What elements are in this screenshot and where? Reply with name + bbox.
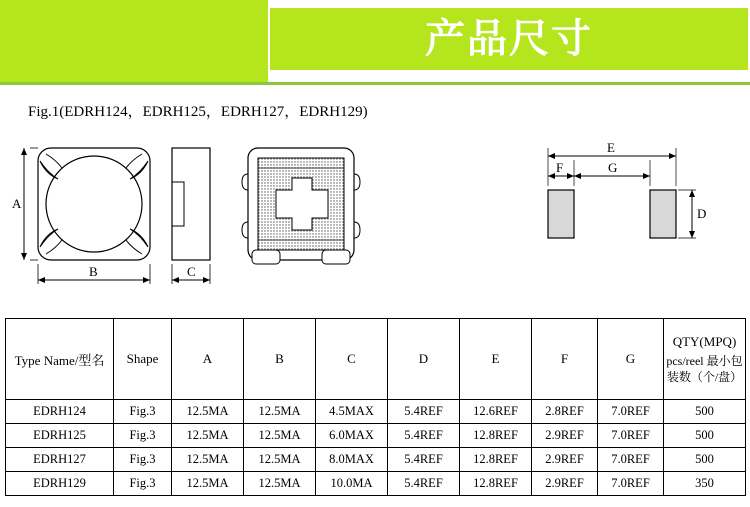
cell-a: 12.5MA <box>172 448 244 472</box>
col-header-qty <box>664 319 746 400</box>
cell-g: 7.0REF <box>598 472 664 496</box>
dimension-label-f: F <box>556 160 564 175</box>
cell-shape: Fig.3 <box>114 424 172 448</box>
cell-b: 12.5MA <box>244 424 316 448</box>
cell-e: 12.8REF <box>460 472 532 496</box>
col-header-d: D <box>388 319 460 400</box>
view-footprint <box>548 140 706 238</box>
cell-type-name: EDRH125 <box>6 424 114 448</box>
view-side <box>172 148 210 284</box>
cell-b: 12.5MA <box>244 400 316 424</box>
col-header-shape: Shape <box>114 319 172 400</box>
col-header-g: G <box>598 319 664 400</box>
cell-c: 10.0MA <box>316 472 388 496</box>
col-header-type-name: Type Name/型名 <box>6 319 114 400</box>
dimension-label-b: B <box>89 264 98 279</box>
col-header-f: F <box>532 319 598 400</box>
dimension-label-g: G <box>608 160 618 175</box>
cell-a: 12.5MA <box>172 424 244 448</box>
cell-f: 2.9REF <box>532 472 598 496</box>
cell-a: 12.5MA <box>172 400 244 424</box>
dimension-label-a: A <box>12 196 22 211</box>
cell-qty: 500 <box>664 424 746 448</box>
cell-c: 4.5MAX <box>316 400 388 424</box>
cell-d: 5.4REF <box>388 472 460 496</box>
cell-d: 5.4REF <box>388 448 460 472</box>
dimension-drawing <box>0 128 750 310</box>
spec-table-wrapper <box>5 318 745 496</box>
table-row <box>6 472 746 496</box>
table-row <box>6 424 746 448</box>
col-header-a: A <box>172 319 244 400</box>
dimension-label-c: C <box>187 264 196 279</box>
cell-c: 8.0MAX <box>316 448 388 472</box>
qty-header-line3: 装数（个/盘） <box>666 369 743 384</box>
cell-shape: Fig.3 <box>114 448 172 472</box>
cell-e: 12.6REF <box>460 400 532 424</box>
qty-header-line2: pcs/reel 最小包 <box>666 353 743 368</box>
qty-header-line1: QTY(MPQ) <box>672 334 737 350</box>
table-row <box>6 400 746 424</box>
cell-b: 12.5MA <box>244 472 316 496</box>
cell-type-name: EDRH124 <box>6 400 114 424</box>
cell-f: 2.9REF <box>532 424 598 448</box>
view-section <box>242 148 360 264</box>
cell-g: 7.0REF <box>598 424 664 448</box>
col-header-b: B <box>244 319 316 400</box>
page-banner <box>0 0 750 82</box>
cell-e: 12.8REF <box>460 424 532 448</box>
banner-divider <box>0 82 750 85</box>
cell-b: 12.5MA <box>244 448 316 472</box>
cell-qty: 500 <box>664 400 746 424</box>
cell-qty: 350 <box>664 472 746 496</box>
cell-shape: Fig.3 <box>114 400 172 424</box>
cell-shape: Fig.3 <box>114 472 172 496</box>
cell-qty: 500 <box>664 448 746 472</box>
pad-left <box>548 190 574 238</box>
cell-d: 5.4REF <box>388 400 460 424</box>
cell-a: 12.5MA <box>172 472 244 496</box>
dimension-label-e: E <box>607 140 615 155</box>
view-top <box>12 148 150 284</box>
cell-f: 2.8REF <box>532 400 598 424</box>
cell-e: 12.8REF <box>460 448 532 472</box>
cell-c: 6.0MAX <box>316 424 388 448</box>
drawing-svg <box>0 128 750 310</box>
cell-d: 5.4REF <box>388 424 460 448</box>
table-row <box>6 448 746 472</box>
col-header-c: C <box>316 319 388 400</box>
cell-type-name: EDRH129 <box>6 472 114 496</box>
figure-caption: Fig.1(EDRH124，EDRH125，EDRH127，EDRH129) <box>28 104 368 120</box>
cell-f: 2.9REF <box>532 448 598 472</box>
dimension-label-d: D <box>697 206 707 221</box>
table-header-row <box>6 319 746 400</box>
cell-type-name: EDRH127 <box>6 448 114 472</box>
cell-g: 7.0REF <box>598 448 664 472</box>
cell-g: 7.0REF <box>598 400 664 424</box>
col-header-e: E <box>460 319 532 400</box>
page-title: 产品尺寸 <box>425 16 593 62</box>
pad-right <box>650 190 676 238</box>
spec-table <box>5 318 746 496</box>
